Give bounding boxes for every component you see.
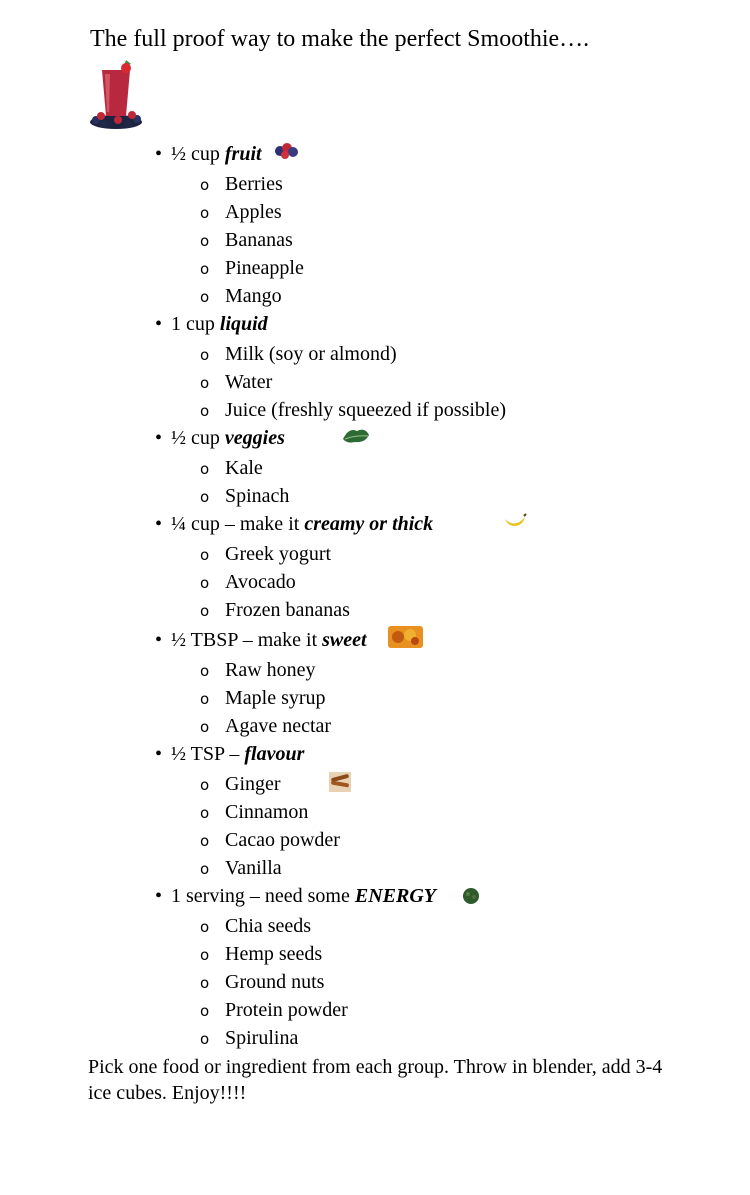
- berries-icon: [273, 139, 299, 161]
- list-item: o Chia seeds: [200, 915, 312, 937]
- list-item: o Mango: [200, 285, 282, 307]
- list-item: o Raw honey: [200, 659, 316, 681]
- list-item: o Juice (freshly squeezed if possible): [200, 399, 507, 421]
- list-item: o Apples: [200, 201, 282, 223]
- list-item: o Protein powder: [200, 999, 348, 1021]
- ingredient-group-fruit: • ½ cup fruit: [155, 143, 262, 165]
- list-item: o Agave nectar: [200, 715, 332, 737]
- list-item: o Hemp seeds: [200, 943, 323, 965]
- ingredient-group-flavour: • ½ TSP – flavour: [155, 743, 305, 765]
- list-item: o Bananas: [200, 229, 293, 251]
- list-item: o Pineapple: [200, 257, 304, 279]
- list-item: o Water: [200, 371, 273, 393]
- list-item: o Ground nuts: [200, 971, 325, 993]
- seeds-icon: [461, 886, 481, 906]
- list-item: o Avocado: [200, 571, 296, 593]
- ingredient-group-veggies: • ½ cup veggies: [155, 427, 285, 449]
- list-item: o Frozen bananas: [200, 599, 350, 621]
- list-item: o Spinach: [200, 485, 290, 507]
- list-item: o Spirulina: [200, 1027, 299, 1049]
- smoothie-glass-icon: [88, 58, 144, 130]
- kale-icon: [341, 427, 371, 445]
- list-item: o Maple syrup: [200, 687, 326, 709]
- list-item: o Greek yogurt: [200, 543, 332, 565]
- ingredient-group-sweet: • ½ TBSP – make it sweet: [155, 629, 367, 651]
- list-item: o Cinnamon: [200, 801, 309, 823]
- list-item: o Vanilla: [200, 857, 282, 879]
- ingredient-group-energy: • 1 serving – need some ENERGY: [155, 885, 436, 907]
- list-item: o Cacao powder: [200, 829, 340, 851]
- list-item: o Kale: [200, 457, 263, 479]
- ingredient-group-creamy: • ¼ cup – make it creamy or thick: [155, 513, 434, 535]
- list-item: o Ginger: [200, 773, 281, 795]
- list-item: o Milk (soy or almond): [200, 343, 397, 365]
- instructions-paragraph: Pick one food or ingredient from each group. Throw in blender, add 3-4 ice cubes. Enjoy!!!!: [88, 1056, 663, 1104]
- page-title: The full proof way to make the perfect Smoothie….: [90, 26, 590, 52]
- ingredient-group-liquid: • 1 cup liquid: [155, 313, 268, 335]
- cinnamon-icon: [329, 772, 351, 792]
- banana-icon: [503, 513, 527, 529]
- honey-icon: [388, 626, 423, 648]
- list-item: o Berries: [200, 173, 283, 195]
